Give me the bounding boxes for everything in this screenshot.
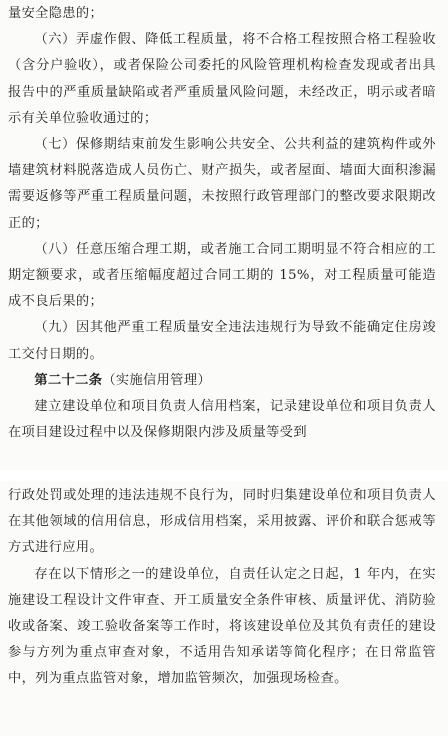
article-number: 第二十二条	[34, 372, 103, 388]
article-title: （实施信用管理）	[102, 372, 212, 388]
paragraph-article-22-continuation: 行政处罚或处理的违法违规不良行为，同时归集建设单位和项目负责人在其他领域的信用信息，形成信用档案，采用披露、评价和联合惩戒等方式进行应用。	[8, 488, 436, 556]
page-gap	[0, 470, 448, 481]
paragraph-article-22-second: 存在以下情形之一的建设单位，自责任认定之日起，1 年内，在实施建设工程设计文件审查、开工质量安全条件审核、质量评优、消防验收或备案、竣工验收备案等工作时，将该建设单位及其负有责任的建设参与方列为重点审查对象，不适用告知承诺等简化程序；在日常监管中，列为重点监管对象，增加监管频次，加强现场检查。	[8, 566, 436, 687]
paragraph-item-8: （八）任意压缩合理工期，或者施工合同工期明显不符合相应的工期定额要求，或者压缩幅度超过合同工期的 15%，对工程质量可能造成不良后果的；	[8, 241, 436, 310]
article-22-heading	[8, 368, 436, 394]
paragraph-continuation: 量安全隐患的；	[8, 6, 104, 21]
paragraph-item-6: （六）弄虚作假、降低工程质量，将不合格工程按照合格工程验收（含分户验收），或者保险公司委托的风险管理机构检查发现或者出具报告中的严重质量缺陷或者严重质量风险问题，未经改正，明示或者暗示有关单位验收通过的；	[8, 32, 436, 126]
document-section-bottom	[0, 481, 448, 736]
paragraph-item-7: （七）保修期结束前发生影响公共安全、公共利益的建筑构件或外墙建筑材料脱落造成人员伤亡、财产损失，或者屋面、墙面大面积渗漏需要返修等严重工程质量问题，未按照行政管理部门的整改要求限期改正的；	[8, 137, 436, 231]
paragraph-article-22-first: 建立建设单位和项目负责人信用档案，记录建设单位和项目负责人在项目建设过程中以及保修期限内涉及质量等受到	[8, 399, 436, 441]
paragraph-item-9: （九）因其他严重工程质量安全违法违规行为导致不能确定住房竣工交付日期的。	[8, 320, 436, 362]
